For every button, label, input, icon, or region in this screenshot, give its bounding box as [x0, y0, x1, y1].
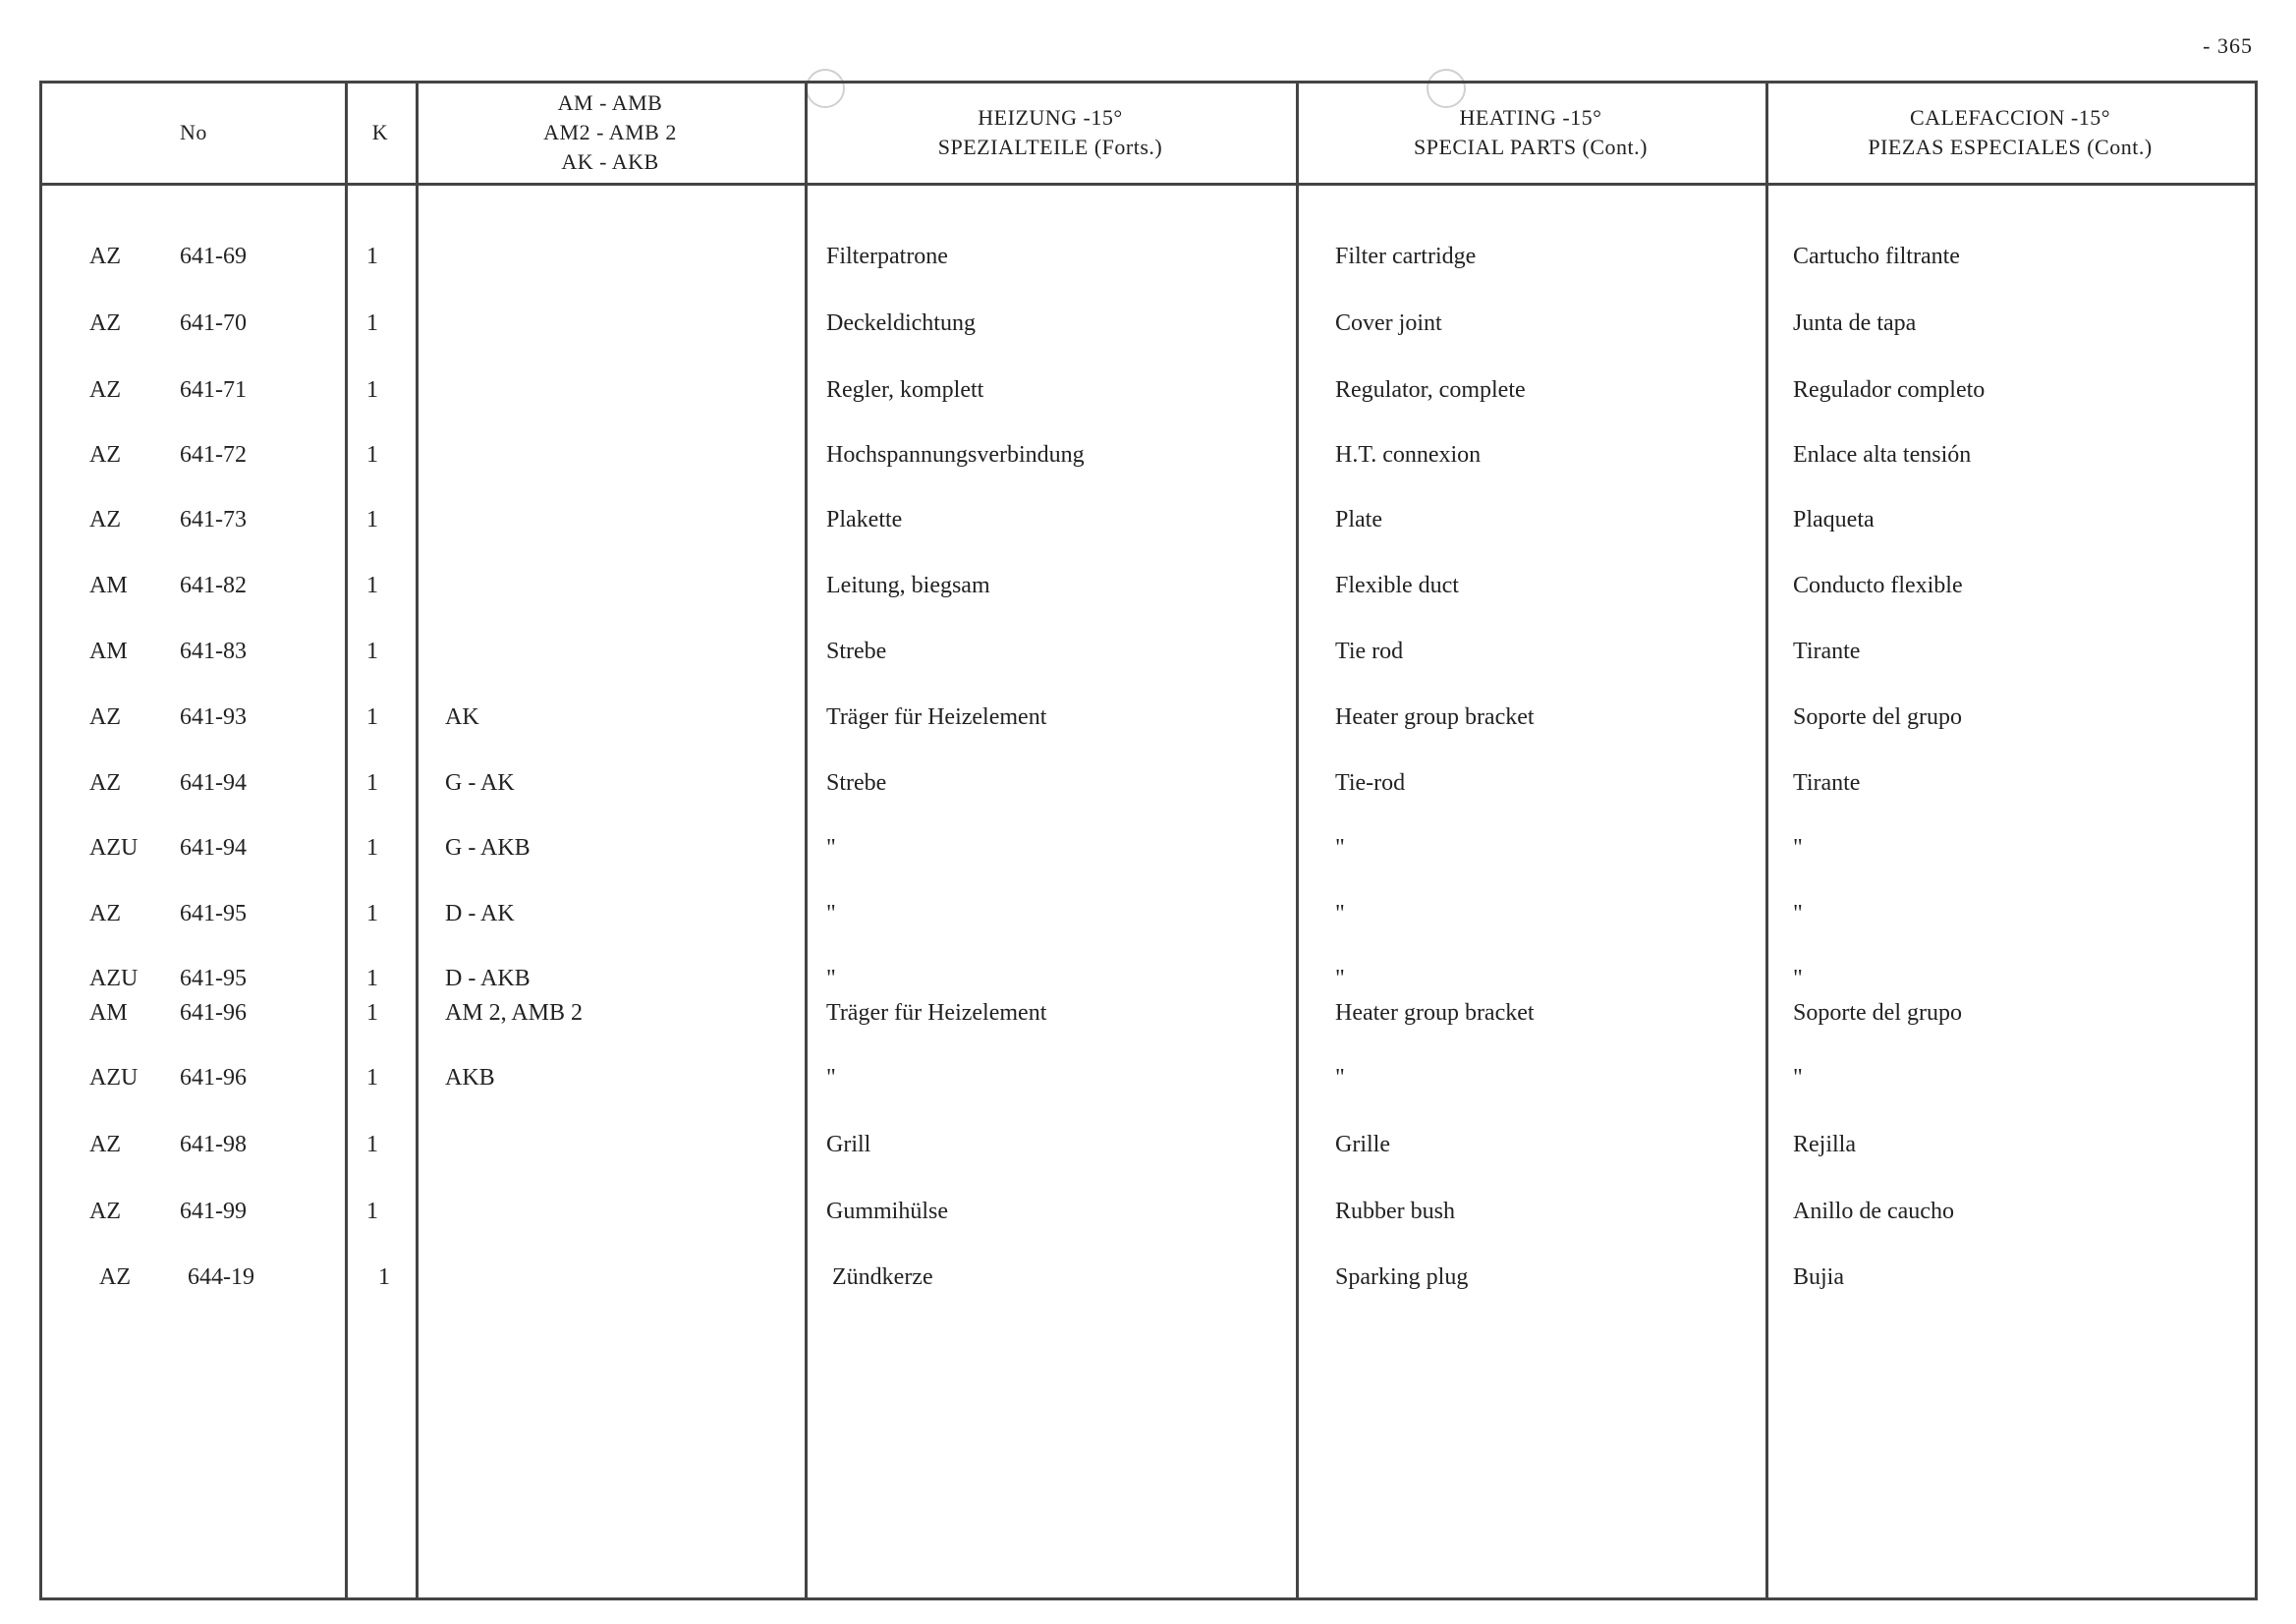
header-english-title: HEATING -15°	[1459, 105, 1602, 130]
part-name-german: Träger für Heizelement	[826, 1000, 1047, 1026]
part-name-german: "	[826, 1065, 836, 1091]
table-row	[42, 304, 2255, 343]
part-variant: D - AK	[445, 901, 515, 926]
part-prefix: AZ	[89, 377, 121, 403]
header-k	[345, 84, 416, 182]
part-name-english: H.T. connexion	[1335, 442, 1482, 468]
header-k-label: K	[371, 120, 389, 144]
table-row	[42, 1192, 2255, 1231]
part-variant: AKB	[445, 1065, 495, 1091]
part-name-spanish: "	[1793, 1065, 1803, 1091]
part-number: 641-95	[180, 901, 247, 926]
part-prefix: AZU	[89, 966, 139, 991]
part-name-english: Regulator, complete	[1335, 377, 1526, 403]
table-header	[42, 84, 2255, 186]
part-name-spanish: Conducto flexible	[1793, 573, 1963, 598]
part-prefix: AZ	[89, 310, 121, 336]
part-name-english: Heater group bracket	[1335, 704, 1535, 730]
part-number: 641-94	[180, 770, 247, 796]
part-name-english: "	[1335, 835, 1345, 861]
header-spanish-title: CALEFACCION -15°	[1909, 105, 2110, 130]
part-name-english: Grille	[1335, 1132, 1390, 1157]
part-name-spanish: Anillo de caucho	[1793, 1199, 1954, 1224]
part-name-english: Cover joint	[1335, 310, 1442, 336]
table-row	[42, 237, 2255, 276]
part-name-spanish: "	[1793, 966, 1803, 991]
part-name-german: Deckeldichtung	[826, 310, 976, 336]
part-name-german: "	[826, 835, 836, 861]
table-row	[42, 763, 2255, 803]
part-quantity: 1	[366, 507, 378, 532]
part-variant: D - AKB	[445, 966, 531, 991]
part-number: 641-83	[180, 639, 247, 664]
part-name-german: Leitung, biegsam	[826, 573, 990, 598]
part-number: 644-19	[188, 1264, 254, 1290]
part-quantity: 1	[378, 1264, 390, 1290]
part-name-english: Sparking plug	[1335, 1264, 1469, 1290]
part-quantity: 1	[366, 966, 378, 991]
part-variant: G - AKB	[445, 835, 531, 861]
part-name-spanish: Junta de tapa	[1793, 310, 1917, 336]
header-spanish	[1765, 84, 2255, 182]
header-variant-line: AK - AKB	[561, 149, 659, 174]
part-name-english: Tie rod	[1335, 639, 1404, 664]
part-name-german: Strebe	[826, 770, 887, 796]
part-number: 641-94	[180, 835, 247, 861]
header-english-subtitle: SPECIAL PARTS (Cont.)	[1414, 135, 1648, 159]
part-name-spanish: Enlace alta tensión	[1793, 442, 1972, 468]
part-quantity: 1	[366, 573, 378, 598]
part-name-german: Strebe	[826, 639, 887, 664]
part-number: 641-69	[180, 244, 247, 269]
table-row	[42, 1258, 2255, 1297]
page-number: - 365	[2203, 33, 2253, 58]
part-name-english: Heater group bracket	[1335, 1000, 1535, 1026]
part-number: 641-99	[180, 1199, 247, 1224]
part-quantity: 1	[366, 901, 378, 926]
part-prefix: AZ	[89, 244, 121, 269]
part-number: 641-95	[180, 966, 247, 991]
part-name-english: "	[1335, 966, 1345, 991]
part-variant: AK	[445, 704, 479, 730]
part-prefix: AM	[89, 573, 128, 598]
part-name-german: "	[826, 901, 836, 926]
part-name-german: Regler, komplett	[826, 377, 984, 403]
table-row	[42, 828, 2255, 868]
part-name-english: Tie-rod	[1335, 770, 1406, 796]
part-variant: G - AK	[445, 770, 515, 796]
table-row	[42, 993, 2255, 1033]
part-prefix: AZ	[89, 1132, 121, 1157]
part-name-english: "	[1335, 901, 1345, 926]
table-row	[42, 698, 2255, 737]
part-quantity: 1	[366, 1000, 378, 1026]
header-english	[1296, 84, 1765, 182]
parts-table	[39, 81, 2258, 1600]
part-number: 641-96	[180, 1000, 247, 1026]
part-prefix: AM	[89, 639, 128, 664]
part-name-spanish: Tirante	[1793, 639, 1861, 664]
part-prefix: AZ	[89, 507, 121, 532]
header-spanish-subtitle: PIEZAS ESPECIALES (Cont.)	[1868, 135, 2153, 159]
part-number: 641-73	[180, 507, 247, 532]
part-number: 641-72	[180, 442, 247, 468]
part-name-german: Hochspannungsverbindung	[826, 442, 1085, 468]
part-quantity: 1	[366, 1065, 378, 1091]
header-german-title: HEIZUNG -15°	[978, 105, 1123, 130]
part-prefix: AZ	[89, 442, 121, 468]
part-number: 641-70	[180, 310, 247, 336]
header-variants	[416, 84, 805, 182]
table-row	[42, 500, 2255, 539]
header-variant-line: AM - AMB	[557, 90, 663, 115]
part-name-spanish: "	[1793, 835, 1803, 861]
table-row	[42, 435, 2255, 475]
part-quantity: 1	[366, 770, 378, 796]
part-name-spanish: "	[1793, 901, 1803, 926]
part-number: 641-82	[180, 573, 247, 598]
part-number: 641-98	[180, 1132, 247, 1157]
part-name-spanish: Bujia	[1793, 1264, 1844, 1290]
part-name-german: Gummihülse	[826, 1199, 948, 1224]
part-prefix: AZ	[89, 1199, 121, 1224]
part-prefix: AZU	[89, 835, 139, 861]
part-number: 641-71	[180, 377, 247, 403]
part-name-german: Grill	[826, 1132, 871, 1157]
part-name-german: Plakette	[826, 507, 903, 532]
part-variant: AM 2, AMB 2	[445, 1000, 584, 1026]
part-quantity: 1	[366, 835, 378, 861]
part-name-spanish: Rejilla	[1793, 1132, 1856, 1157]
table-row	[42, 959, 2255, 998]
part-prefix: AZ	[89, 704, 121, 730]
part-quantity: 1	[366, 704, 378, 730]
part-prefix: AM	[89, 1000, 128, 1026]
part-name-english: Plate	[1335, 507, 1382, 532]
part-name-german: Zündkerze	[832, 1264, 933, 1290]
header-german	[805, 84, 1296, 182]
part-name-spanish: Regulador completo	[1793, 377, 1986, 403]
part-quantity: 1	[366, 310, 378, 336]
table-row	[42, 566, 2255, 605]
part-quantity: 1	[366, 1199, 378, 1224]
part-name-spanish: Tirante	[1793, 770, 1861, 796]
header-german-subtitle: SPEZIALTEILE (Forts.)	[937, 135, 1163, 159]
table-row	[42, 894, 2255, 933]
part-quantity: 1	[366, 442, 378, 468]
part-quantity: 1	[366, 1132, 378, 1157]
part-prefix: AZ	[89, 770, 121, 796]
part-prefix: AZU	[89, 1065, 139, 1091]
table-row	[42, 632, 2255, 671]
part-quantity: 1	[366, 639, 378, 664]
table-row	[42, 370, 2255, 410]
part-name-german: "	[826, 966, 836, 991]
part-prefix: AZ	[89, 901, 121, 926]
part-quantity: 1	[366, 377, 378, 403]
part-name-english: Rubber bush	[1335, 1199, 1455, 1224]
part-quantity: 1	[366, 244, 378, 269]
table-row	[42, 1125, 2255, 1164]
part-name-spanish: Soporte del grupo	[1793, 1000, 1962, 1026]
part-name-english: "	[1335, 1065, 1345, 1091]
part-name-german: Träger für Heizelement	[826, 704, 1047, 730]
header-no	[42, 84, 345, 182]
part-name-spanish: Cartucho filtrante	[1793, 244, 1960, 269]
part-name-english: Filter cartridge	[1335, 244, 1477, 269]
part-name-german: Filterpatrone	[826, 244, 948, 269]
part-name-spanish: Soporte del grupo	[1793, 704, 1962, 730]
header-no-label: No	[180, 120, 207, 144]
part-prefix: AZ	[99, 1264, 131, 1290]
header-variant-line: AM2 - AMB 2	[543, 120, 677, 144]
part-number: 641-96	[180, 1065, 247, 1091]
part-name-english: Flexible duct	[1335, 573, 1459, 598]
table-row	[42, 1058, 2255, 1097]
part-name-spanish: Plaqueta	[1793, 507, 1875, 532]
part-number: 641-93	[180, 704, 247, 730]
